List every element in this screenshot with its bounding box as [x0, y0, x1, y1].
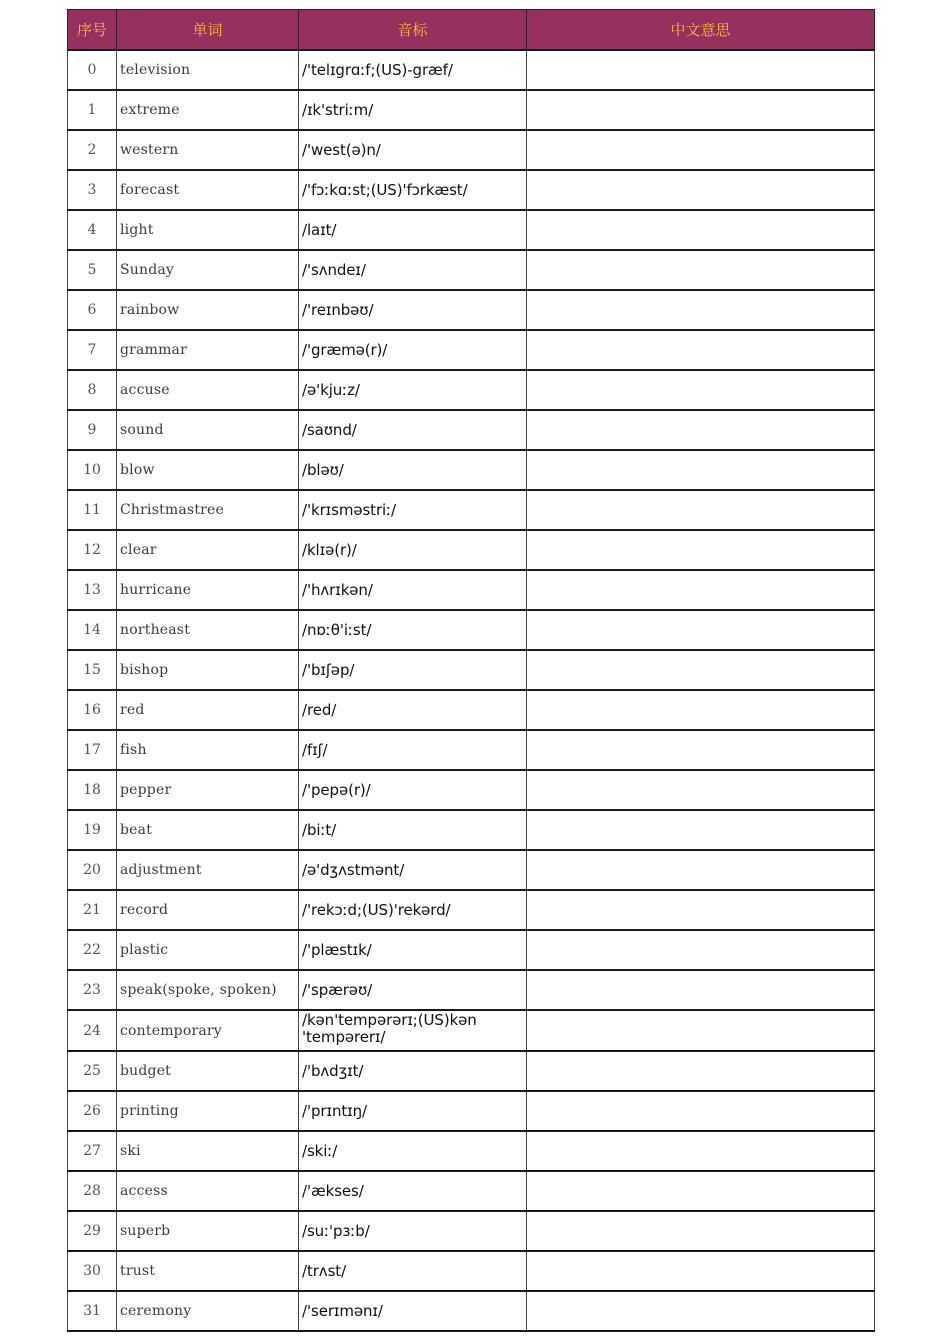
row-word: accuse: [117, 370, 299, 410]
row-phonetic: /'plæstɪk/: [299, 930, 527, 970]
header-index: 序号: [68, 10, 117, 51]
table-row: [68, 970, 875, 1010]
row-meaning[interactable]: [527, 930, 875, 970]
row-phonetic: /'krɪsməstriː/: [299, 490, 527, 530]
row-phonetic: /'hʌrɪkən/: [299, 570, 527, 610]
row-index: 5: [68, 250, 117, 290]
row-meaning[interactable]: [527, 770, 875, 810]
table-header: [68, 10, 875, 51]
row-meaning[interactable]: [527, 610, 875, 650]
row-phonetic: /'bɪʃəp/: [299, 650, 527, 690]
table-row: [68, 730, 875, 770]
table-row: [68, 810, 875, 850]
table-row: [68, 450, 875, 490]
row-index: 2: [68, 130, 117, 170]
row-word: adjustment: [117, 850, 299, 890]
row-index: 13: [68, 570, 117, 610]
row-phonetic: /ə'dʒʌstmənt/: [299, 850, 527, 890]
table-row: [68, 930, 875, 970]
row-index: 3: [68, 170, 117, 210]
row-index: 31: [68, 1291, 117, 1331]
row-word: plastic: [117, 930, 299, 970]
row-index: 18: [68, 770, 117, 810]
row-index: 29: [68, 1211, 117, 1251]
row-meaning[interactable]: [527, 50, 875, 90]
row-phonetic: /'spærəʊ/: [299, 970, 527, 1010]
row-word: pepper: [117, 770, 299, 810]
row-index: 7: [68, 330, 117, 370]
table-row: [68, 370, 875, 410]
row-meaning[interactable]: [527, 250, 875, 290]
row-index: 27: [68, 1131, 117, 1171]
row-meaning[interactable]: [527, 1091, 875, 1131]
row-phonetic: /red/: [299, 690, 527, 730]
row-phonetic: /'pepə(r)/: [299, 770, 527, 810]
table-row: [68, 1131, 875, 1171]
row-index: 12: [68, 530, 117, 570]
row-index: 10: [68, 450, 117, 490]
row-index: 25: [68, 1051, 117, 1091]
row-word: ceremony: [117, 1291, 299, 1331]
row-word: budget: [117, 1051, 299, 1091]
row-phonetic: /laɪt/: [299, 210, 527, 250]
row-word: red: [117, 690, 299, 730]
row-phonetic: /'sʌndeɪ/: [299, 250, 527, 290]
row-index: 1: [68, 90, 117, 130]
row-index: 24: [68, 1010, 117, 1051]
row-phonetic: /saʊnd/: [299, 410, 527, 450]
table-row: [68, 290, 875, 330]
table-row: [68, 770, 875, 810]
header-meaning: 中文意思: [527, 10, 875, 51]
row-meaning[interactable]: [527, 1291, 875, 1331]
row-word: western: [117, 130, 299, 170]
row-word: record: [117, 890, 299, 930]
row-word: television: [117, 50, 299, 90]
row-phonetic: /ə'kjuːz/: [299, 370, 527, 410]
row-index: 19: [68, 810, 117, 850]
row-word: forecast: [117, 170, 299, 210]
table-row: [68, 170, 875, 210]
row-phonetic: /fɪʃ/: [299, 730, 527, 770]
row-meaning[interactable]: [527, 1211, 875, 1251]
row-word: fish: [117, 730, 299, 770]
row-meaning[interactable]: [527, 810, 875, 850]
row-word: clear: [117, 530, 299, 570]
row-meaning[interactable]: [527, 730, 875, 770]
table-row: [68, 690, 875, 730]
row-meaning[interactable]: [527, 90, 875, 130]
table-body: [68, 50, 875, 1331]
row-meaning[interactable]: [527, 1171, 875, 1211]
row-index: 20: [68, 850, 117, 890]
table-row: [68, 330, 875, 370]
row-phonetic: /ɪk'striːm/: [299, 90, 527, 130]
row-meaning[interactable]: [527, 850, 875, 890]
row-meaning[interactable]: [527, 1051, 875, 1091]
row-meaning[interactable]: [527, 490, 875, 530]
row-phonetic: /'bʌdʒɪt/: [299, 1051, 527, 1091]
table-row: [68, 490, 875, 530]
table-row: [68, 1211, 875, 1251]
row-phonetic: /kən'tempərərɪ;(US)kən 'tempərerɪ/: [299, 1010, 527, 1051]
table-row: [68, 410, 875, 450]
row-meaning[interactable]: [527, 210, 875, 250]
row-meaning[interactable]: [527, 130, 875, 170]
row-phonetic: /suː'pɜːb/: [299, 1211, 527, 1251]
row-phonetic: /'rekɔːd;(US)'rekərd/: [299, 890, 527, 930]
row-index: 8: [68, 370, 117, 410]
row-phonetic: /'græmə(r)/: [299, 330, 527, 370]
row-phonetic: /'prɪntɪŋ/: [299, 1091, 527, 1131]
row-meaning[interactable]: [527, 570, 875, 610]
row-meaning[interactable]: [527, 330, 875, 370]
row-word: blow: [117, 450, 299, 490]
row-index: 14: [68, 610, 117, 650]
row-index: 22: [68, 930, 117, 970]
table-row: [68, 890, 875, 930]
row-phonetic: /skiː/: [299, 1131, 527, 1171]
table-row: [68, 210, 875, 250]
row-phonetic: /bləʊ/: [299, 450, 527, 490]
row-meaning[interactable]: [527, 530, 875, 570]
row-word: trust: [117, 1251, 299, 1291]
row-index: 17: [68, 730, 117, 770]
row-phonetic: /'west(ə)n/: [299, 130, 527, 170]
row-meaning[interactable]: [527, 290, 875, 330]
table-row: [68, 1251, 875, 1291]
row-word: grammar: [117, 330, 299, 370]
table-row: [68, 130, 875, 170]
table-row: [68, 50, 875, 90]
row-word: contemporary: [117, 1010, 299, 1051]
row-phonetic: /'serɪmənɪ/: [299, 1291, 527, 1331]
row-word: printing: [117, 1091, 299, 1131]
header-row: [68, 10, 875, 51]
row-meaning[interactable]: [527, 1131, 875, 1171]
row-meaning[interactable]: [527, 890, 875, 930]
row-word: Christmastree: [117, 490, 299, 530]
table-row: [68, 1091, 875, 1131]
table-row: [68, 1171, 875, 1211]
table-row: [68, 90, 875, 130]
row-meaning[interactable]: [527, 1010, 875, 1051]
row-index: 21: [68, 890, 117, 930]
row-index: 30: [68, 1251, 117, 1291]
row-word: rainbow: [117, 290, 299, 330]
row-index: 4: [68, 210, 117, 250]
row-meaning[interactable]: [527, 170, 875, 210]
row-word: superb: [117, 1211, 299, 1251]
row-meaning[interactable]: [527, 970, 875, 1010]
table-row: [68, 1291, 875, 1331]
row-word: Sunday: [117, 250, 299, 290]
row-phonetic: /trʌst/: [299, 1251, 527, 1291]
row-word: ski: [117, 1131, 299, 1171]
row-index: 26: [68, 1091, 117, 1131]
table-row: [68, 610, 875, 650]
table-row: [68, 570, 875, 610]
table-row: [68, 1051, 875, 1091]
table-row: [68, 650, 875, 690]
vocabulary-table: [67, 9, 875, 1332]
row-index: 11: [68, 490, 117, 530]
row-meaning[interactable]: [527, 690, 875, 730]
header-phonetic: 音标: [299, 10, 527, 51]
row-word: light: [117, 210, 299, 250]
row-phonetic: /klɪə(r)/: [299, 530, 527, 570]
row-index: 28: [68, 1171, 117, 1211]
table-row: [68, 850, 875, 890]
header-word: 单词: [117, 10, 299, 51]
row-meaning[interactable]: [527, 450, 875, 490]
table-row: [68, 1010, 875, 1051]
row-word: hurricane: [117, 570, 299, 610]
table-row: [68, 250, 875, 290]
row-index: 6: [68, 290, 117, 330]
row-phonetic: /'fɔːkɑːst;(US)'fɔrkæst/: [299, 170, 527, 210]
row-phonetic: /nɒːθ'iːst/: [299, 610, 527, 650]
row-word: beat: [117, 810, 299, 850]
row-index: 16: [68, 690, 117, 730]
table-row: [68, 530, 875, 570]
row-index: 23: [68, 970, 117, 1010]
row-word: bishop: [117, 650, 299, 690]
row-meaning[interactable]: [527, 410, 875, 450]
row-word: northeast: [117, 610, 299, 650]
row-index: 0: [68, 50, 117, 90]
row-phonetic: /'telɪgrɑːf;(US)-græf/: [299, 50, 527, 90]
row-phonetic: /'ækses/: [299, 1171, 527, 1211]
row-index: 15: [68, 650, 117, 690]
row-phonetic: /'reɪnbəʊ/: [299, 290, 527, 330]
row-word: extreme: [117, 90, 299, 130]
row-meaning[interactable]: [527, 370, 875, 410]
row-word: sound: [117, 410, 299, 450]
row-word: access: [117, 1171, 299, 1211]
row-meaning[interactable]: [527, 650, 875, 690]
row-phonetic: /biːt/: [299, 810, 527, 850]
row-word: speak(spoke, spoken): [117, 970, 299, 1010]
row-meaning[interactable]: [527, 1251, 875, 1291]
row-index: 9: [68, 410, 117, 450]
